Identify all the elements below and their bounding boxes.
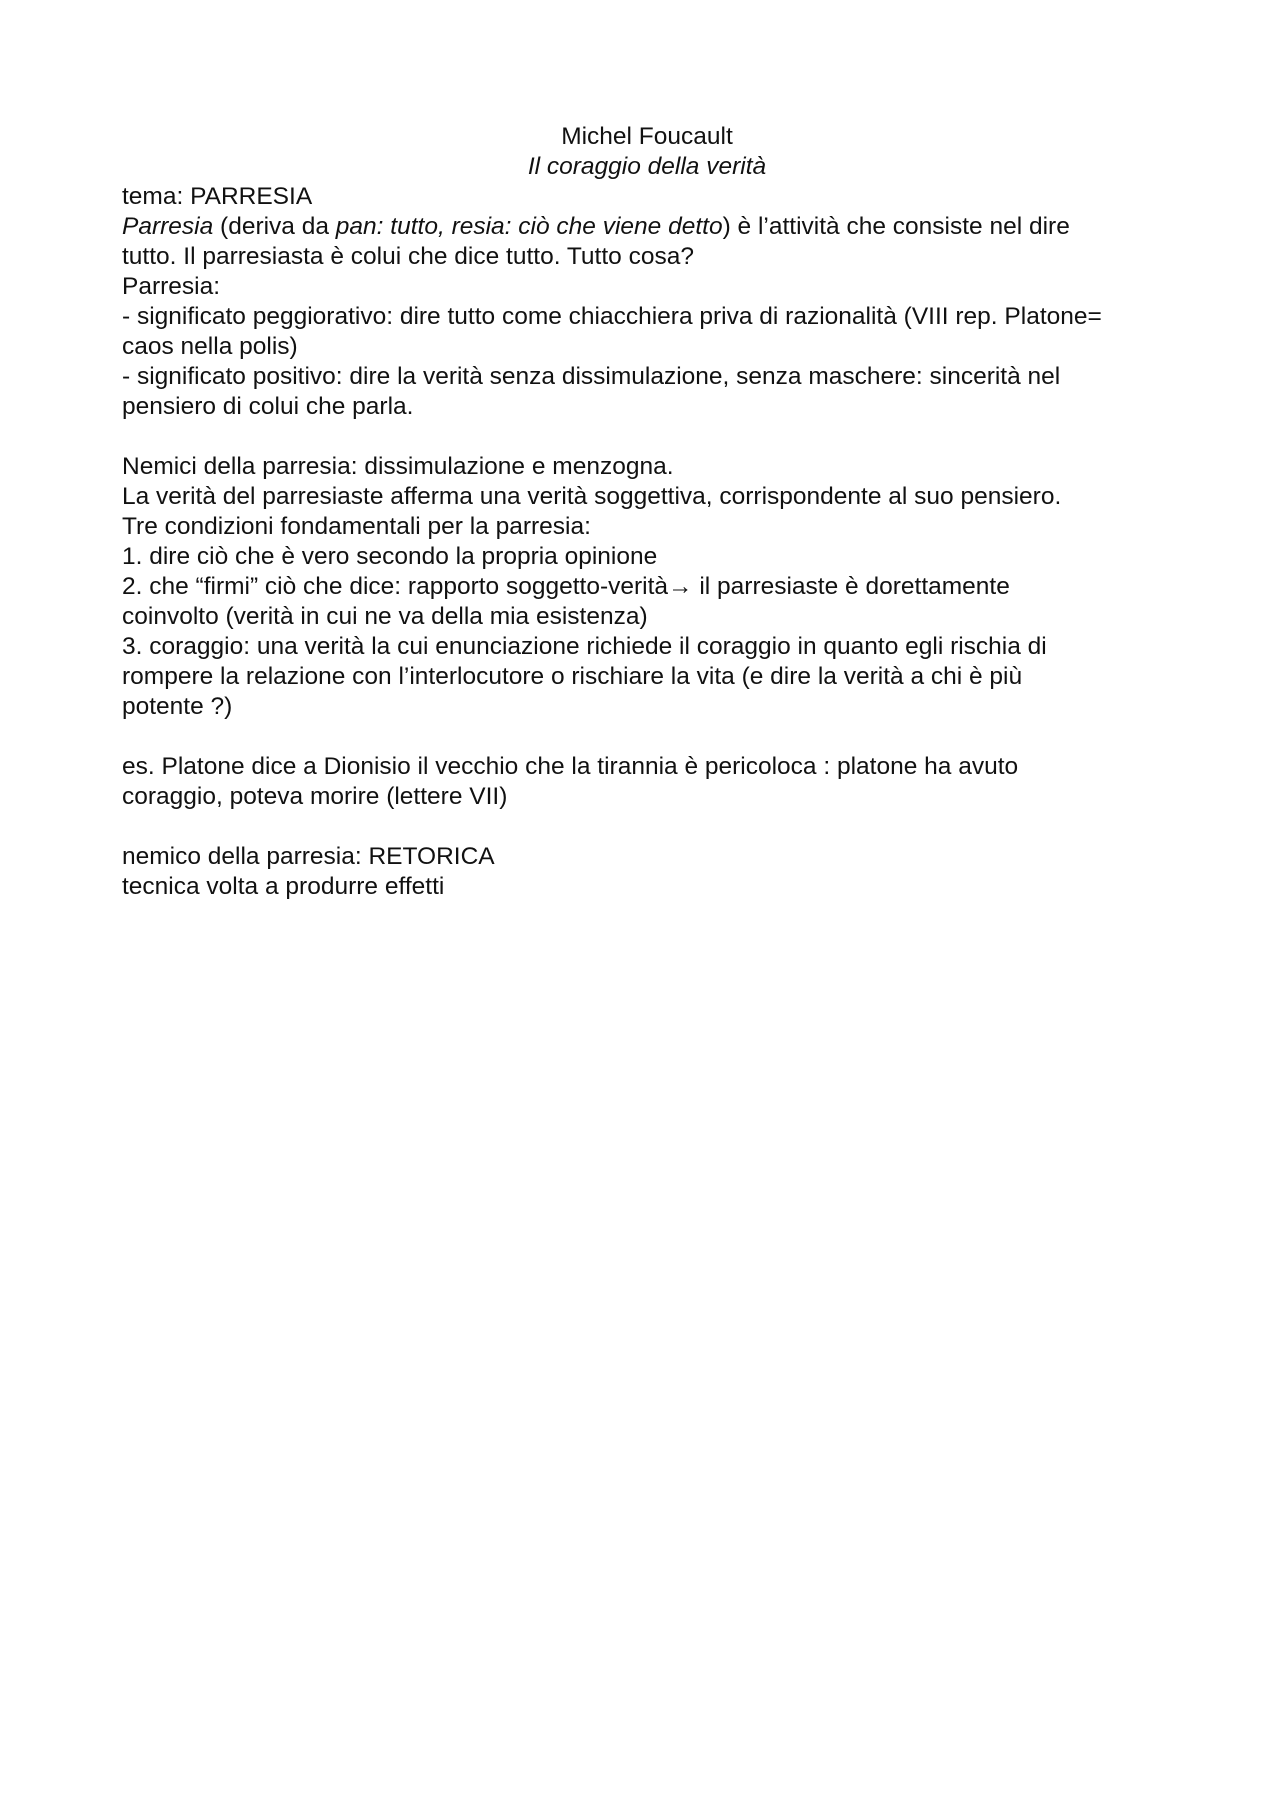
- text-line: - significato positivo: dire la verità senza dissimulazione, senza maschere: sincerità nel: [122, 363, 1061, 390]
- list-item: 1. dire ciò che è vero secondo la propria opinione: [122, 543, 658, 570]
- text-line: Parresia:: [122, 273, 221, 300]
- text-line: coinvolto (verità in cui ne va della mia esistenza): [122, 603, 648, 630]
- text-line: Nemici della parresia: dissimulazione e menzogna.: [122, 453, 674, 480]
- text-line: - significato peggiorativo: dire tutto come chiacchiera priva di razionalità (VIII rep. Platone=: [122, 303, 1102, 330]
- text-line: tutto. Il parresiasta è colui che dice tutto. Tutto cosa?: [122, 243, 694, 270]
- paragraph-gap: [122, 722, 1172, 752]
- etymology: pan: tutto, resia: ciò che viene detto: [335, 213, 723, 240]
- list-item: 3. coraggio: una verità la cui enunciazione richiede il coraggio in quanto egli rischia di: [122, 633, 1047, 660]
- theme-line: tema: PARRESIA: [122, 183, 313, 210]
- text-line: tecnica volta a produrre effetti: [122, 873, 445, 900]
- paragraph-gap: [122, 422, 1172, 452]
- definition-line: [122, 212, 1172, 242]
- text-line: rompere la relazione con l’interlocutore o rischiare la vita (e dire la verità a chi è più: [122, 663, 1023, 690]
- document-title: Il coraggio della verità: [527, 153, 767, 180]
- text-line: coraggio, poteva morire (lettere VII): [122, 783, 508, 810]
- definition-text-b: ) è l’attività che consiste nel dire: [722, 213, 1070, 240]
- text-line: potente ?): [122, 693, 233, 720]
- document-body: [122, 122, 1172, 902]
- term-parresia: Parresia: [122, 213, 214, 240]
- text-line: Tre condizioni fondamentali per la parresia:: [122, 513, 591, 540]
- text-line: pensiero di colui che parla.: [122, 393, 414, 420]
- author-name: Michel Foucault: [561, 123, 733, 150]
- text-line: nemico della parresia: RETORICA: [122, 843, 495, 870]
- definition-text-a: (deriva da: [213, 213, 336, 240]
- list-item: 2. che “firmi” ciò che dice: rapporto soggetto-verità→ il parresiaste è dorettamente: [122, 573, 1010, 600]
- paragraph-gap: [122, 812, 1172, 842]
- text-line: La verità del parresiaste afferma una verità soggettiva, corrispondente al suo pensiero.: [122, 483, 1062, 510]
- text-line: es. Platone dice a Dionisio il vecchio che la tirannia è pericoloca : platone ha avuto: [122, 753, 1019, 780]
- text-line: caos nella polis): [122, 333, 298, 360]
